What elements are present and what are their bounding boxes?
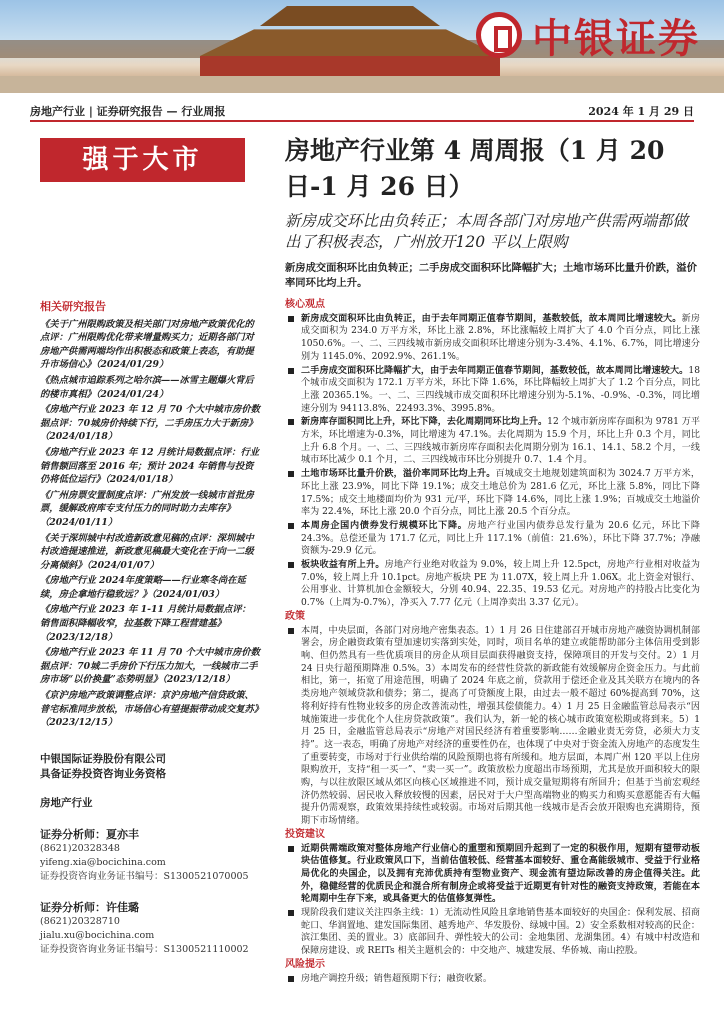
- industry-label: 房地产行业: [40, 797, 93, 809]
- bullet-headline: 新房成交面积环比由负转正，由于去年同期正值春节期间，基数较低，故本周同比增速较大。: [301, 312, 682, 324]
- bullet-headline: 土地市场环比量升价跌，溢价率同环比均上升。: [301, 468, 496, 480]
- bullet-body: 新房成交面积为 234.0 万平方米，环比上涨 2.8%，环比涨幅较上周扩大了 4.0 个百分点，同比上涨 1050.6%。一、二、三四线城市新房成交面积环比增速分别为-3.4%、4.1%、6.7%，同比增速分别为 1145.0%、2092.9%、261.1%。: [301, 313, 700, 362]
- related-reports: [40, 300, 260, 732]
- investment-advice-heading: 投资建议: [285, 828, 325, 840]
- report-content: [285, 298, 700, 986]
- brand-name: 中银证券: [532, 15, 700, 62]
- bullet-body: 房地产调控升级；销售超预期下行；融资收紧。: [301, 973, 492, 984]
- related-report-link[interactable]: 《房地产行业 2023 年 12 月 70 个大中城市房价数据点评：70城房价持续下行，二手房压力大于新房》（2024/01/18）: [40, 404, 260, 443]
- analyst-list: [40, 827, 260, 957]
- related-reports-title: 相关研究报告: [40, 300, 106, 313]
- related-report-link[interactable]: 《广州房票安置制度点评：广州发放一线城市首批房票，缓解政府库专支付压力的同时助力去库存》（2024/01/11）: [40, 489, 254, 528]
- risk-warning-heading: 风险提示: [285, 958, 325, 970]
- report-summary: 新房成交面积环比由负转正；二手房成交面积环比降幅扩大；土地市场环比量升价跌，溢价率同环比均上升。: [285, 262, 697, 289]
- report-date: 2024 年 1 月 29 日: [588, 105, 694, 118]
- core-views-bullet: [285, 468, 700, 519]
- investment-advice-bullet: [285, 907, 700, 958]
- bullet-body: 房地产行业国内债券总发行量为 20.6 亿元，环比下降 24.3%。总偿还量为 171.7 亿元，同比上升 117.1%（前值：21.6%），环比下降 37.7%；净融资额为-29.9 亿元。: [301, 520, 700, 557]
- related-reports-list: [40, 318, 260, 730]
- analyst-name: 证券分析师：夏亦丰: [40, 828, 139, 841]
- core-views-bullet: [285, 313, 700, 364]
- palace-image-top: [260, 6, 440, 26]
- report-subtitle: 新房成交环比由负转正；本周各部门对房地产供需两端都做出了积极表态，广州放开120 平以上限购: [285, 212, 689, 251]
- related-report-link[interactable]: 《关于深圳城中村改造新政意见稿的点评：深圳城中村改造提速推进，新政意见稿最大变化在于向一二级分离倾斜》（2024/01/07）: [40, 532, 254, 571]
- bullet-headline: 本周房企国内债券发行规模环比下降。: [301, 519, 468, 531]
- company-name: 中银国际证券股份有限公司: [40, 753, 166, 765]
- analyst-email[interactable]: yifeng.xia@bocichina.com: [40, 857, 166, 868]
- analyst-phone: (8621)20328710: [40, 916, 120, 927]
- bullet-headline: 新房库存面积同比上升，环比下降，去化周期同环比均上升。: [301, 416, 548, 428]
- core-views-bullet: [285, 559, 700, 610]
- header-banner: [0, 0, 724, 93]
- report-header: [30, 103, 694, 119]
- risk-warning-bullet: [285, 973, 700, 986]
- core-views-bullet: [285, 520, 700, 558]
- related-report-link[interactable]: 《热点城市追踪系列之哈尔滨——冰雪主题爆火背后的楼市真相》（2024/01/24）: [40, 374, 254, 400]
- analyst-certificate: 证券投资咨询业务证书编号：S1300521110002: [40, 944, 249, 955]
- investment-advice-bullet: [285, 843, 700, 907]
- policy-bullet: [285, 625, 700, 828]
- related-report-link[interactable]: 《房地产行业 2023 年 1-11 月统计局数据点评：销售面积降幅收窄，拉基数下降工程营建基》（2023/12/18）: [40, 604, 251, 643]
- company-qualification: 具备证券投资咨询业务资格: [40, 768, 166, 780]
- related-report-link[interactable]: 《关于广州限购政策及相关部门对房地产政策优化的点评：广州限购优化带来增量购买力；近期各部门对房地产供需两端均作出积极态和政策上表态，有助提升市场信心》（2024/01/29）: [40, 318, 254, 371]
- analyst-certificate: 证券投资咨询业务证书编号：S1300521070005: [40, 871, 249, 882]
- bullet-headline: 板块收益有所上升。: [301, 559, 385, 571]
- report-title: 房地产行业第 4 周周报（1 月 20 日-1 月 26 日）: [285, 136, 665, 201]
- company-info: [40, 752, 260, 957]
- palace-image-wall: [200, 56, 500, 78]
- bank-logo-icon: [476, 12, 522, 58]
- bullet-headline: 二手房成交面积环比降幅扩大，由于去年同期正值春节期间，基数较低，故本周同比增速较大。: [301, 364, 689, 376]
- bullet-body: 百城成交土地规划建筑面积为 3024.7 万平方米，环比上涨 23.9%，同比下降 19.1%；成交土地总价为 281.6 亿元，环比上涨 5.8%，同比下降 17.5%；成交土地楼面均价为 931 元/平，环比下降 14.6%，同比上涨 1.9%；百城成交土地溢价率为 22.4%，环比上涨 20.0 个百分点，同比上涨 20.5 个百分点。: [301, 469, 700, 518]
- bullet-body: 18 个城市成交面积为 172.1 万平方米，环比下降 1.6%，环比降幅较上周扩大了 1.2 个百分点，同比上涨 20365.1%。一、二、三四线城市成交面积环比增速分别为-5.1%、-0.9%、-0.3%，同比增速分别为 94113.8%、22493.3%、3995.8%。: [301, 365, 700, 414]
- bullet-body: 房地产行业绝对收益为 9.0%，较上周上升 12.5pct，房地产行业相对收益为 7.0%，较上周上升 10.1pct。房地产板块 PE 为 11.07X，较上周上升 1.06X。北上资金对银行、公用事业、计算机加仓金额较大，分别 40.94、22.35、19.53 亿元。对房地产的持股占比变化为 0.7%（上周为-0.7%），净买入 7.77 亿元（上周净卖出 3.37 亿元）。: [301, 560, 700, 609]
- header-divider: [30, 120, 694, 122]
- palace-image-ground: [0, 76, 724, 93]
- core-views-bullet: [285, 416, 700, 467]
- analyst-name: 证券分析师：许佳璐: [40, 901, 139, 914]
- policy-heading: 政策: [285, 610, 305, 622]
- analyst-phone: (8621)20328348: [40, 843, 120, 854]
- analyst-email[interactable]: jialu.xu@bocichina.com: [40, 930, 155, 941]
- bullet-body: 本周，中央层面，各部门对房地产密集表态。1）1 月 26 日住建部召开城市房地产融资协调机制部署会，房企融资政策有望加速切实落到实处，同时，项目名单的建立或能帮助部分主体信用受到影响、但仍然具有一些优质项目的房企从项目层面获得融资支持，保障项目的开发与交付。2）1 月 24 日央行超预期降准 0.5%。3）本周发布的经营性贷款的新政能有效缓解房企资金压力。与此前相比，第一，拓宽了用途范围，明确了 2024 年底之前，贷款用于偿还企业及其关联方在境内的各类房地产领域贷款和债券；第二，提高了可贷额度上限，由过去一般不超过 60%提高到 70%，这将利好持有性物业较多的房企改善流动性，增强其偿债能力。4）1 月 25 日金融监管总局表示“因城施策进一步优化个人住房贷款政策”。我们认为，新一轮的核心城市政策宽松期或将到来。5）1 月 25 日，金融监管总局表示“房地产对国民经济有着重要影响……金融业责无旁贷，必须大力支持”。这一表态，明确了房地产对经济的重要性仍在，也体现了中央对于资金流入房地产的态度发生了重要转变，市场对于行业供给端的风险预期也将有所缓和。地方层面，本周广州 120 平以上住房限购放开，支持“租一买一”、“卖一买一”。政策放松力度超出市场预期，尤其是放开面积较大的限购，与以往放限区域从郊区向核心区域推进不同，预计成交量短期将有所回升；但基于当前宏观经济仍然较弱、居民收入释放较慢的因素，居民对于大户型高端物业的购买力和购买意愿能否有大幅提升仍需观察，政策效果持续性或较弱。市场对后期其他一线城市是否会放开限购也充满期待，预期下市场情绪。: [301, 625, 700, 827]
- core-views-bullet: [285, 365, 700, 416]
- related-report-link[interactable]: 《房地产行业 2024年度策略——行业寒冬尚在延续，房企拿地行稳致远？》（2024/01/03）: [40, 575, 246, 600]
- bullet-body: 12 个城市新房库存面积为 9781 万平方米，环比增速为-0.3%，同比增速为 47.1%。去化周期为 15.9 个月，环比上升 0.3 个月，同比上升 6.8 个月。一、二、三四线城市新房库存面积去化周期分别为 16.1、14.1、58.2 个月，一线城市环比减少 0.1 个月，二、三四线城市环比分别提升 0.7、1.4 个月。: [301, 417, 700, 466]
- rating-badge: 强于大市: [40, 138, 245, 182]
- related-report-link[interactable]: 《房地产行业 2023 年 11 月 70 个大中城市房价数据点评：70城二手房价下行压力加大，一线城市二手房市场“以价换量”态势明显》（2023/12/18）: [40, 647, 260, 686]
- core-views-heading: 核心观点: [285, 299, 325, 310]
- title-block: [285, 133, 700, 291]
- bullet-body: 现阶段我们建议关注四条主线：1）无流动性风险且拿地销售基本面较好的央国企：保利发展、招商蛇口、华润置地、建发国际集团、越秀地产、华发股份、绿城中国。2）安全系数相对较高的民企：滨江集团、美的置业。3）底部回升、弹性较大的公司：金地集团、龙湖集团。4）有城中村改造和保障房建设、或 REITs 相关主题机会的：中交地产、城建发展、华侨城、南山控股。: [301, 908, 700, 957]
- related-report-link[interactable]: 《房地产行业 2023 年 12 月统计局数据点评：行业销售额回落至 2016 年；预计 2024 年销售与投资仍将低位运行》（2024/01/18）: [40, 446, 260, 486]
- brand-logo: [474, 0, 724, 70]
- bullet-headline: 近期供需端政策对整体房地产行业信心的重塑和预期回升起到了一定的积极作用，短期有望带动板块估值修复。行业政策风口下，当前估值较低、经营基本面较好、重仓高能级城市、受益于行业格局优化的央国企，以及拥有充沛优质持有型物业资产、现金流有望边际改善的房企值得关注。此外，稳健经营的优质民企和混合所有制房企或将受益于近期更有针对性的融资支持政策，若能在本轮周期中生存下来，或具备更大的估值修复弹性。: [301, 842, 700, 905]
- related-report-link[interactable]: 《京沪房地产政策调整点评：京沪房地产信贷政策、普宅标准同步放松，市场信心有望提振带动成交复苏》（2023/12/15）: [40, 690, 259, 729]
- report-category: 房地产行业 | 证券研究报告 — 行业周报: [30, 105, 226, 118]
